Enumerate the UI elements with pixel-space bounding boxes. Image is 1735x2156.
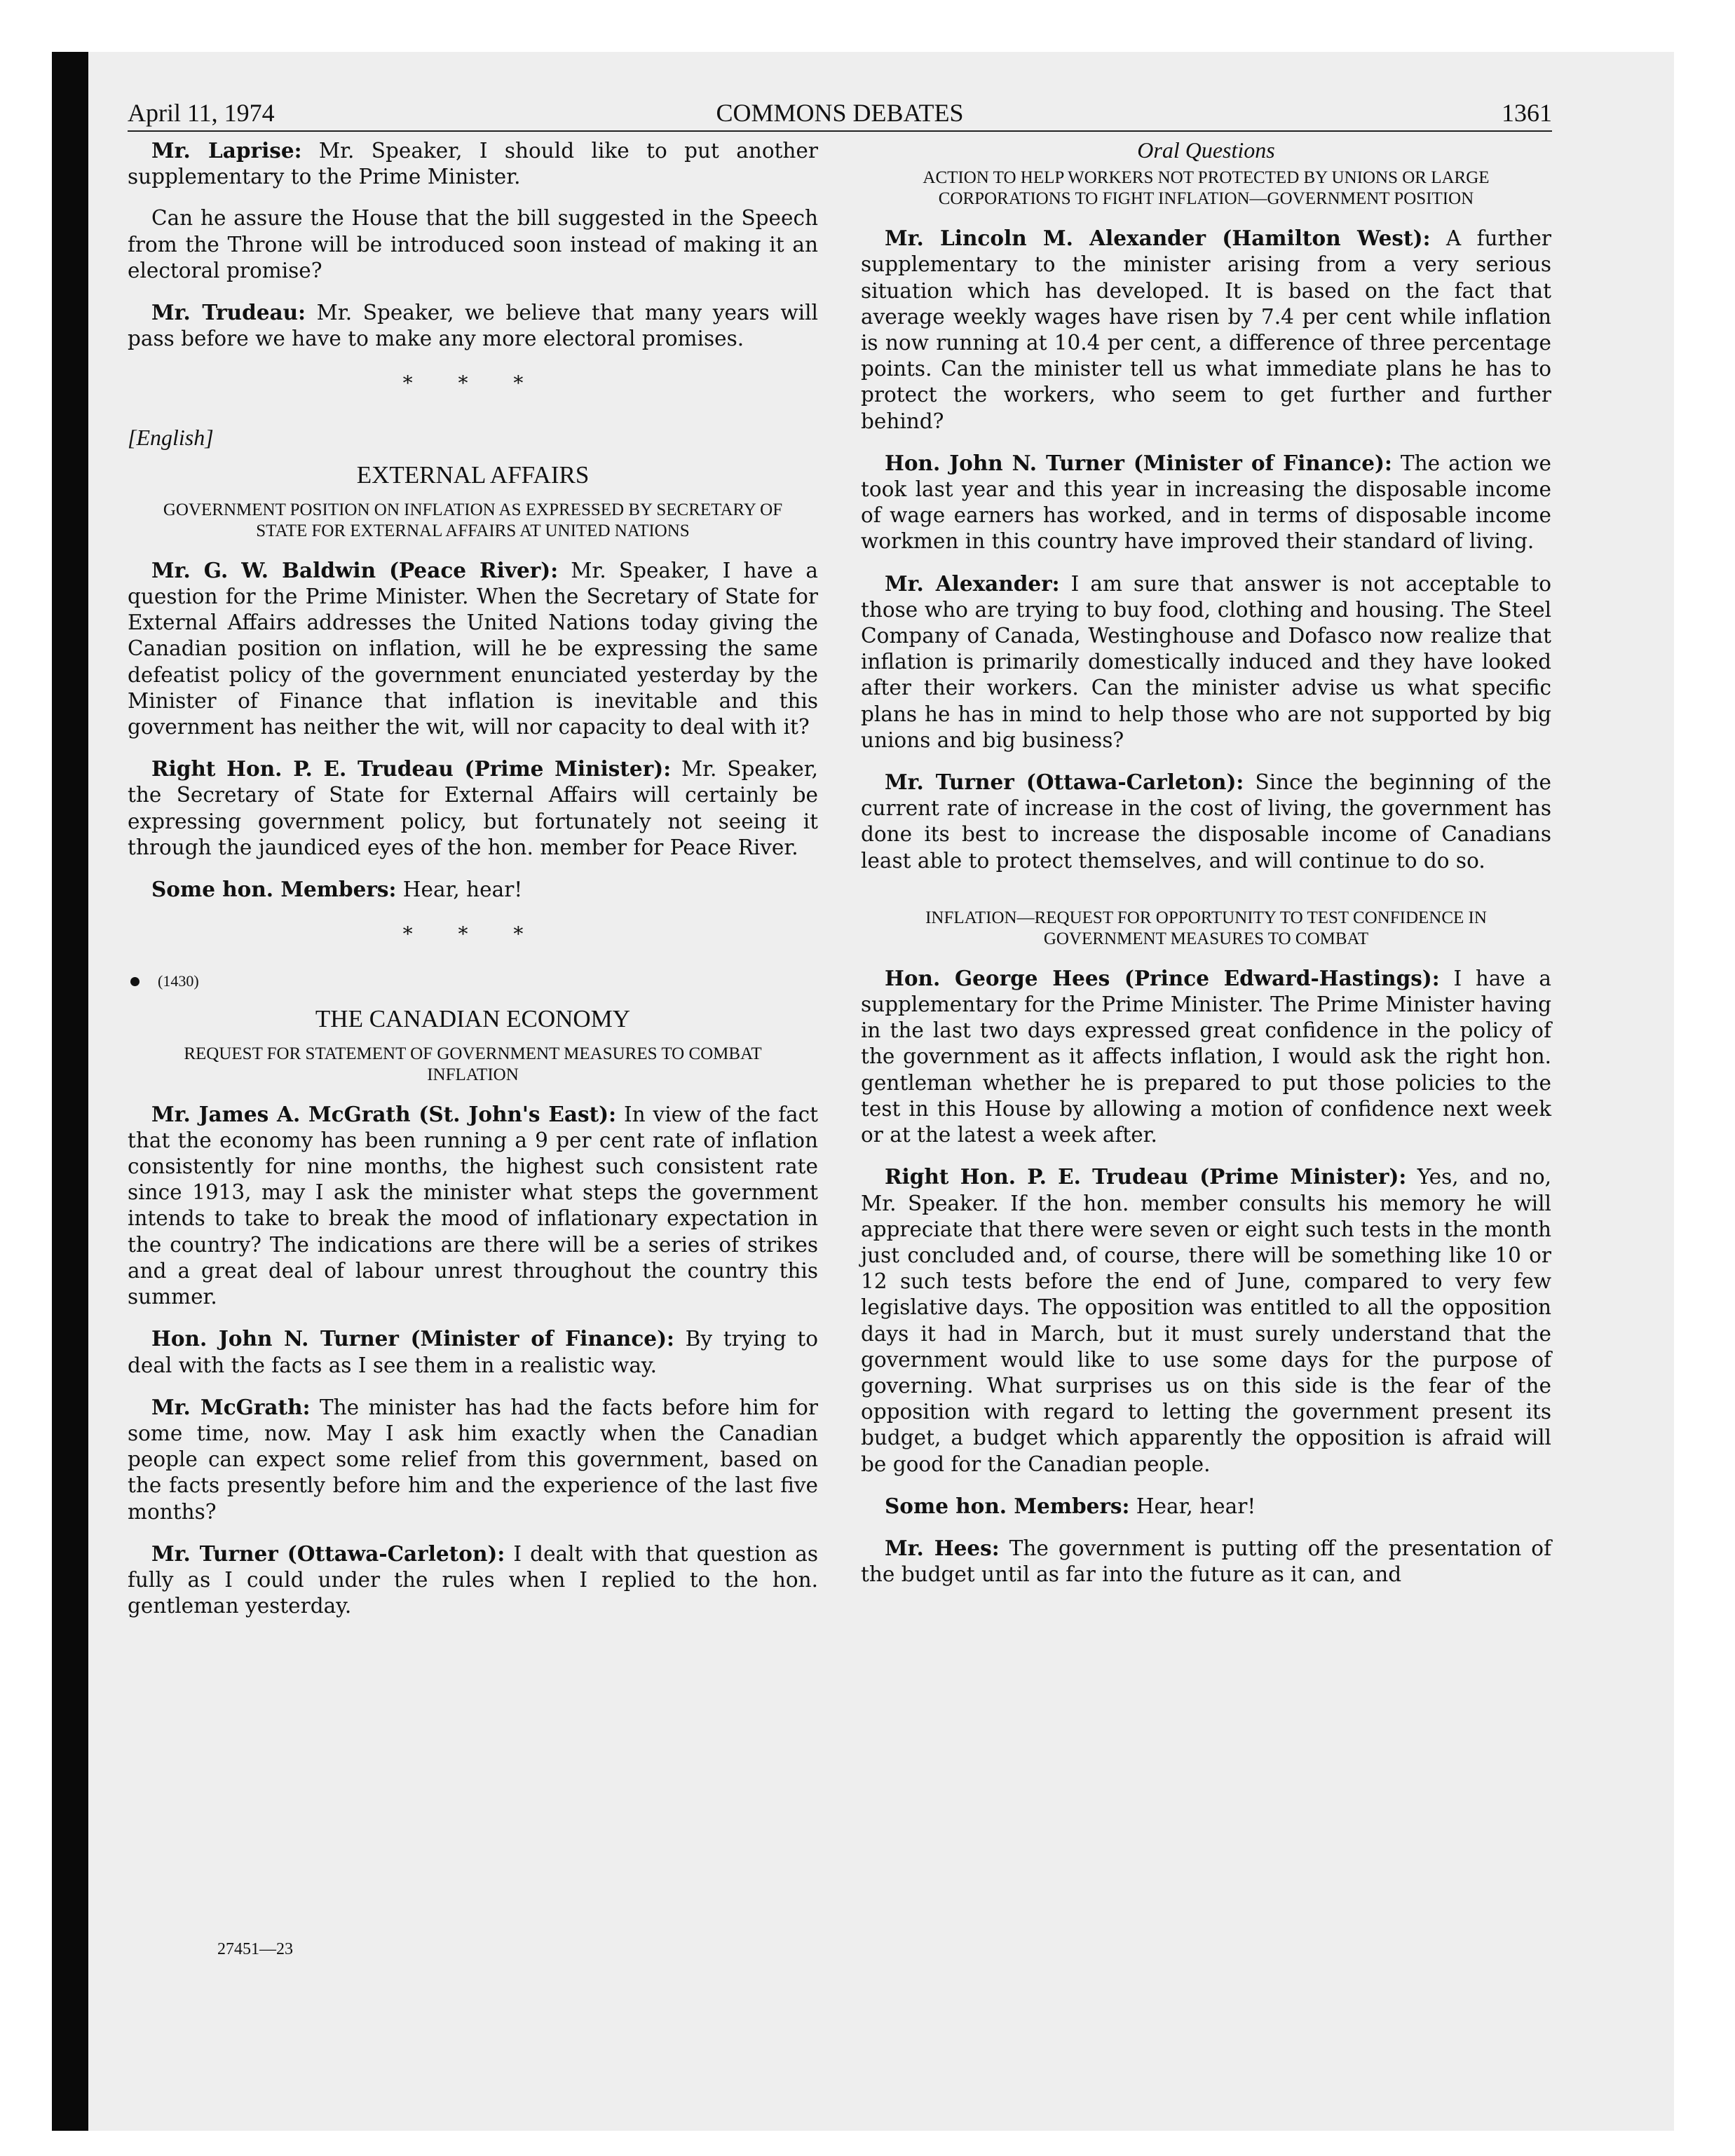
section-subheading: INFLATION—REQUEST FOR OPPORTUNITY TO TEST CONFIDENCE IN GOVERNMENT MEASURES TO COMBAT [925,908,1487,948]
time-marker-text: (1430) [158,972,199,990]
section-heading: EXTERNAL AFFAIRS [356,460,590,489]
speech-text: In view of the fact that the economy has been running a 9 per cent rate of inflation consistently for nine months, the highest such consistent rate since 1913, may I ask the minister what steps the government intends to take to break the mood of inflationary expectation in the country? The indications are there will be a series of strikes and a great deal of labour unrest throughout the country this summer. [128,1102,818,1309]
section-separator: * * * [402,371,543,395]
paragraph [128,299,818,352]
paragraph [128,137,818,190]
speaker-name: Mr. Laprise: [151,138,302,163]
paragraph [128,205,818,284]
paragraph [861,1535,1551,1588]
paragraph [861,769,1551,874]
speech-text: Mr. Speaker, the Secretary of State for External Affairs will certainly be expressing government policy, but fortunately not seeing it through the jaundiced eyes of the hon. member for Peace River. [128,757,818,859]
paragraph [861,571,1551,753]
speaker-name: Hon. John N. Turner (Minister of Finance): [151,1326,674,1351]
section-subheading: ACTION TO HELP WORKERS NOT PROTECTED BY UNIONS OR LARGE CORPORATIONS TO FIGHT INFLATION—GOVERNMENT POSITION [923,168,1490,209]
speech-text: Mr. Speaker, I have a question for the Prime Minister. When the Secretary of State for External Affairs addresses the United Nations today giving the Canadian position on inflation, will he be expressing the same defeatist policy of the government enunciated yesterday by the Minister of Finance that inflation is inevitable and this government has neither the wit, will nor capacity to deal with it? [128,558,818,739]
speech-text: Since the beginning of the current rate of increase in the cost of living, the government has done its best to increase the disposable income of Canadians least able to protect themselves, and will continue to do so. [861,770,1551,873]
paragraph [861,965,1551,1148]
right-column [861,137,1551,1603]
section-subheading: GOVERNMENT POSITION ON INFLATION AS EXPRESSED BY SECRETARY OF STATE FOR EXTERNAL AFFAIRS AT UNITED NATIONS [163,500,783,540]
speaker-name: Mr. Lincoln M. Alexander (Hamilton West): [885,226,1431,251]
bullet-icon [130,977,140,986]
speaker-name: Mr. Trudeau: [151,300,306,325]
paragraph [128,756,818,861]
speech-text: The action we took last year and this year in increasing the disposable income of wage earners has worked, and in terms of disposable income workmen in this country have improved their standard of living. [861,451,1551,554]
header-publication: COMMONS DEBATES [716,99,964,127]
speech-text: By trying to deal with the facts as I see them in a realistic way. [128,1327,818,1377]
speech-text: Mr. Speaker, we believe that many years will pass before we have to make any more electoral promises. [128,301,818,351]
section-separator: * * * [402,922,543,946]
section-heading: THE CANADIAN ECONOMY [315,1004,631,1032]
speech-text: The minister has had the facts before him for some time, now. May I ask him exactly when the Canadian people can expect some relief from this government, based on the facts presently before him and the experience of the last five months? [128,1395,818,1524]
speech-text: I dealt with that question as fully as I could under the rules when I replied to the hon. gentleman yesterday. [128,1541,818,1618]
speaker-name: Mr. Hees: [885,1535,1000,1560]
speaker-name: Some hon. Members: [151,877,397,902]
speech-text: Hear, hear! [396,878,523,902]
paragraph [128,876,818,903]
paragraph [861,1493,1551,1520]
speech-text: Yes, and no, Mr. Speaker. If the hon. member consults his memory he will appreciate that there were seven or eight such tests in the month just concluded and, of course, there will be something like 10 or 12 such tests before the end of June, compared to very few legislative days. The opposition was entitled to all the opposition days it had in March, but it must surely understand that the government would like to use some days for the purpose of governing. What surprises us on this side is the fear of the opposition with regard to letting the government present its budget, a budget which apparently the opposition is afraid will be good for the Canadian people. [861,1165,1552,1476]
paragraph [128,1101,818,1311]
speaker-name: Mr. James A. McGrath (St. John's East): [151,1101,617,1126]
paragraph [128,1394,818,1525]
speech-text: Can he assure the House that the bill suggested in the Speech from the Throne will be introduced soon instead of making it an electoral promise? [128,206,818,282]
section-subheading: REQUEST FOR STATEMENT OF GOVERNMENT MEASURES TO COMBAT INFLATION [184,1044,762,1084]
paragraph [861,450,1551,555]
binding-edge [52,52,88,2131]
paragraph [861,1164,1551,1477]
speaker-name: Mr. G. W. Baldwin (Peace River): [151,557,559,582]
paragraph [128,1541,818,1620]
printer-signature: 27451—23 [217,1940,293,1958]
speaker-name: Some hon. Members: [885,1493,1130,1518]
speech-text: The government is putting off the presentation of the budget until as far into the future as it can, and [861,1536,1551,1587]
speaker-name: Mr. Alexander: [885,571,1060,596]
section-label: Oral Questions [1137,137,1275,163]
paragraph [861,225,1551,435]
speaker-name: Hon. George Hees (Prince Edward-Hastings): [885,965,1440,990]
speaker-name: Right Hon. P. E. Trudeau (Prime Minister): [151,756,672,782]
time-marker [128,968,818,994]
speaker-name: Hon. John N. Turner (Minister of Finance): [885,450,1392,475]
speech-text: I have a supplementary for the Prime Minister. The Prime Minister having in the last two days expressed great confidence in the policy of the government as it affects inflation, I would ask the right hon. gentleman whether he is prepared to put those policies to the test in this House by allowing a motion of confidence next week or at the latest a week after. [861,966,1551,1147]
paragraph [128,557,818,740]
speaker-name: Right Hon. P. E. Trudeau (Prime Minister): [885,1164,1407,1189]
language-marker: [English] [128,424,214,450]
speaker-name: Mr. Turner (Ottawa-Carleton): [151,1541,505,1566]
speaker-name: Mr. McGrath: [151,1394,311,1419]
paragraph [128,1325,818,1378]
header-date: April 11, 1974 [128,99,275,127]
page-header [128,94,1552,132]
left-column [128,137,818,1635]
speech-text: Hear, hear! [1129,1494,1256,1518]
speech-text: A further supplementary to the minister arising from a very serious situation which has developed. It is based on the fact that average weekly wages have risen by 7.4 per cent while inflation is now running at 10.4 per cent, a difference of three percentage points. Can the minister tell us what immediate plans he has to protect the workers, who seem to get further and further behind? [861,226,1552,433]
speech-text: I am sure that answer is not acceptable to those who are trying to buy food, clothing and housing. The Steel Company of Canada, Westinghouse and Dofasco now realize that inflation is primarily domestically induced and they have looked after their workers. Can the minister advise us what specific plans he has in mind to help those who are not supported by big unions and big business? [861,571,1551,752]
speaker-name: Mr. Turner (Ottawa-Carleton): [885,770,1244,795]
header-page-number: 1361 [1502,99,1552,127]
speech-text: Mr. Speaker, I should like to put another supplementary to the Prime Minister. [128,139,818,189]
